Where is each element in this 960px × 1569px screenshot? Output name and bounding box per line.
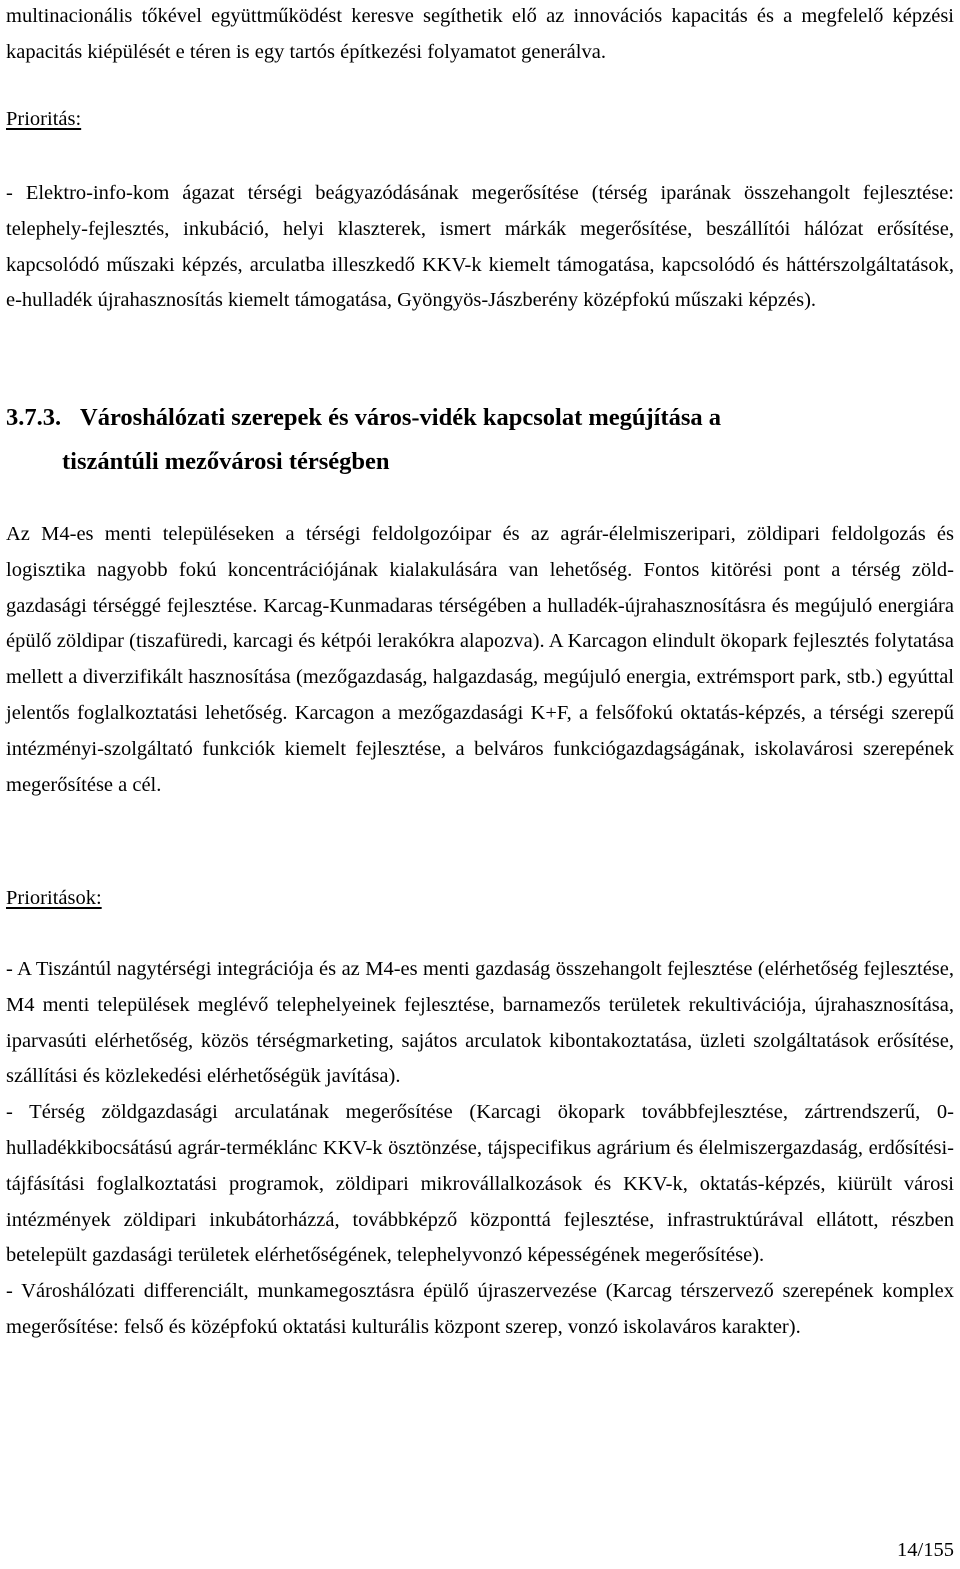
section-body-paragraph: Az M4-es menti településeken a térségi feldolgozóipar és az agrár-élelmiszeripari, zöldipari feldolgozás és logisztika nagyobb fokú koncentrációjának kialakulására van lehetőség. Fontos kitörési pont a térség zöld-gazdasági térséggé fejlesztése. Karcag-Kunmadaras térségében a hulladék-újrahasznosításra és megújuló energiára épülő zöldipar (tiszafüredi, karcagi és kétpói lerakókra alapozva). A Karcagon elindult ökopark fejlesztés folytatása mellett a diverzifikált hasznosítása (mezőgazdaság, halgazdaság, megújuló energia, extrémsport park, stb.) egyúttal jelentős foglalkoztatási lehetőség. Karcagon a mezőgazdasági K+F, a felsőfokú oktatás-képzés, a térségi szerepű intézményi-szolgáltató funkciók kiemelt fejlesztése, a belváros funkciógazdagságának, iskolavárosi szerepének megerősítése a cél. bbox=[6, 523, 954, 796]
section-number: 3.7.3. bbox=[6, 404, 62, 431]
priority-paragraph: - Elektro-info-kom ágazat térségi beágyazódásának megerősítése (térség iparának összehangolt fejlesztése: telephely-fejlesztés, inkubáció, helyi klaszterek, ismert márkák megerősítése, beszállítói hálózat erősítése, kapcsolódó műszaki képzés, arculatba illeszkedő KKV-k kiemelt támogatása, kapcsolódó és háttérszolgáltatások, e-hulladék újrahasznosítás kiemelt támogatása, Gyöngyös-Jászberény középfokú műszaki képzés). bbox=[6, 182, 954, 312]
page-number: 14/155 bbox=[897, 1539, 954, 1561]
section-title-line1: Városhálózati szerepek és város-vidék kapcsolat megújítása a bbox=[80, 404, 722, 431]
priority-label: Prioritás: bbox=[6, 108, 82, 130]
intro-paragraph: multinacionális tőkével együttműködést keresve segíthetik elő az innovációs kapacitás és a megfelelő képzési kapacitás kiépülését e téren is egy tartós építkezési folyamatot generálva. bbox=[6, 5, 954, 63]
priorities-label: Prioritások: bbox=[6, 887, 102, 909]
priority-item: - A Tiszántúl nagytérségi integrációja és az M4-es menti gazdaság összehangolt fejlesztése (elérhetőség fejlesztése, M4 menti települések meglévő telephelyeinek fejlesztése, barnamezős területek rekultivációja, újrahasznosítása, iparvasúti elérhetőség, közös térségmarketing, sajátos arculatok kibontakoztatása, üzleti szolgáltatások erősítése, szállítási és közlekedési elérhetőségük javítása). bbox=[6, 958, 954, 1088]
priority-item: - Térség zöldgazdasági arculatának megerősítése (Karcagi ökopark továbbfejlesztése, zártrendszerű, 0-hulladékkibocsátású agrár-terméklánc KKV-k ösztönzése, tájspecifikus agrárium és élelmiszergazdaság, erdősítési-tájfásítási foglalkoztatási programok, zöldipari mikrovállalkozások és KKV-k, oktatás-képzés, kiürült városi intézmények zöldipari inkubátorházzá, továbbképző központtá fejlesztése, infrastruktúrával ellátott, részben betelepült gazdasági területek elérhetőségének, telephelyvonzó képességének megerősítése). bbox=[6, 1101, 954, 1267]
section-heading bbox=[6, 396, 954, 484]
priorities-list bbox=[6, 952, 954, 1346]
section-title-line2: tiszántúli mezővárosi térségben bbox=[62, 448, 390, 475]
priority-item: - Városhálózati differenciált, munkamegosztásra épülő újraszervezése (Karcag térszervező szerepének komplex megerősítése: felső és középfokú oktatási kulturális központ szerep, vonzó iskolaváros karakter). bbox=[6, 1280, 954, 1338]
